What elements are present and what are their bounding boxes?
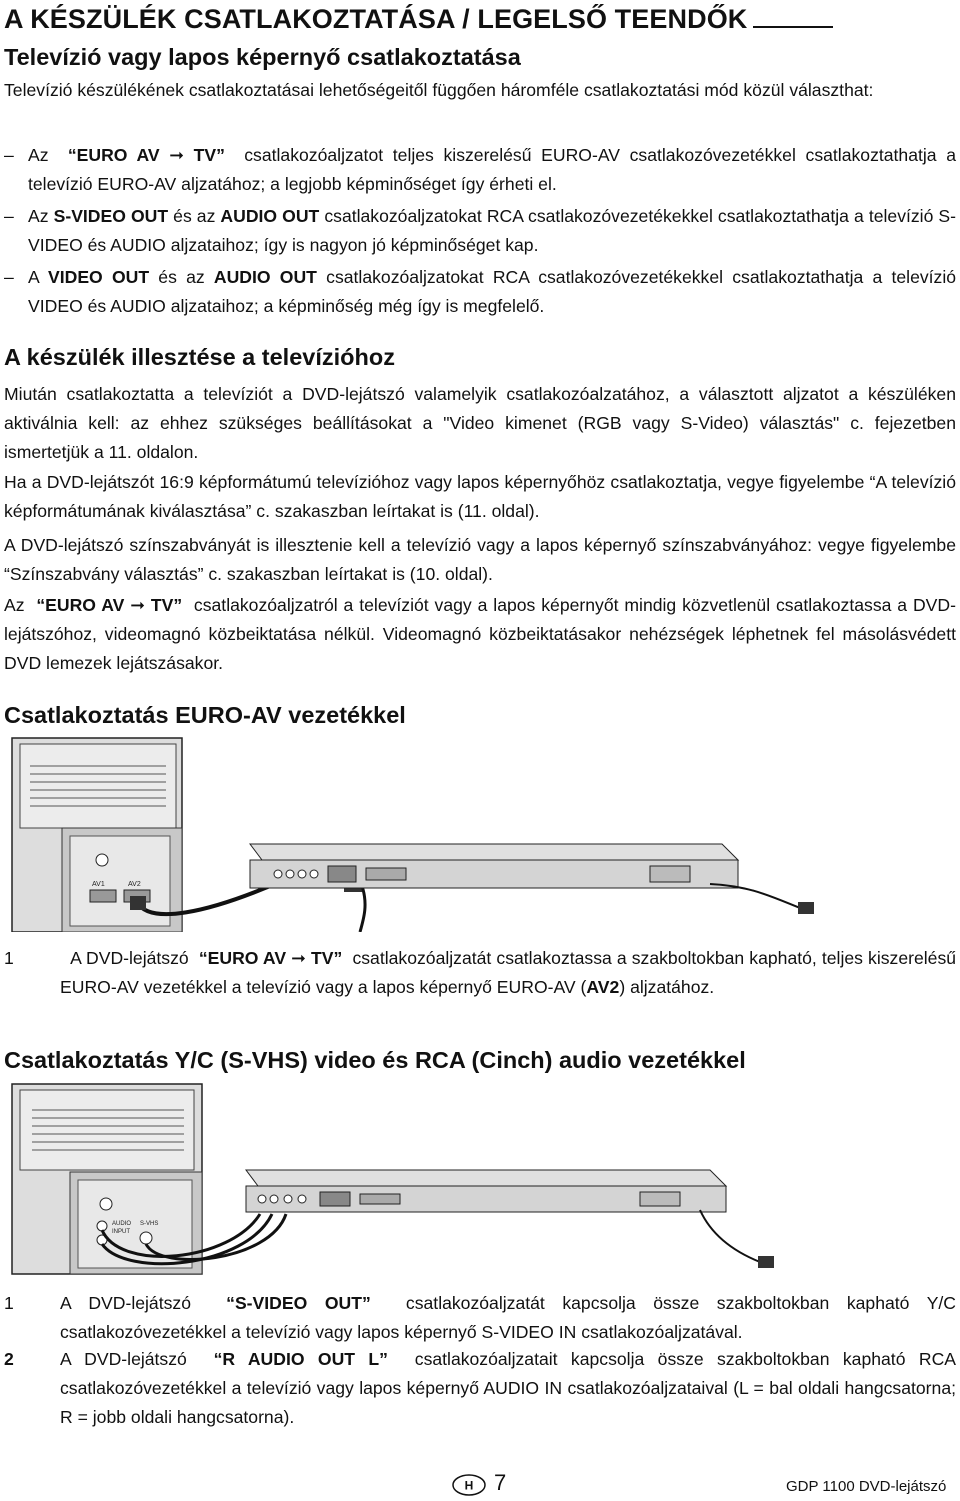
product-name: GDP 1100 DVD-lejátszó [786, 1478, 947, 1495]
page-number: 7 [494, 1470, 507, 1495]
paragraph-color-standard: A DVD-lejátszó színszabványát is illesztenie kell a televízió vagy a lapos képernyő színszabványához: vegye figyelembe “Színszabvány választás” c. szakaszban leírtakat is (10. oldal). [4, 535, 956, 584]
tv-svhs-label: S-VHS [140, 1221, 159, 1227]
main-heading: A KÉSZÜLÉK CSATLAKOZTATÁSA / LEGELSŐ TEENDŐK [4, 4, 833, 35]
euro-av-connection-diagram [8, 736, 960, 932]
tv-input-label: INPUT [112, 1229, 130, 1235]
paragraph-16-9: Ha a DVD-lejátszót 16:9 képformátumú televízióhoz vagy lapos képernyőhöz csatlakoztatja, vegye figyelembe “A televízió képformátumának kiválasztása” c. szakaszban leírtakat is (11. oldal). [4, 472, 956, 521]
option-euro-av: Az “EURO AV ➞ TV” csatlakozóaljzatot teljes kiszerelésű EURO-AV csatlakozóvezetékkel csatlakoztathatja a televízió EURO-AV aljzatához; a legjobb képminőséget így érheti el. [28, 145, 957, 194]
euro-av-heading: Csatlakoztatás EURO-AV vezetékkel [4, 702, 406, 728]
fit-heading: A készülék illesztése a televízióhoz [4, 344, 395, 370]
step-number: 1 [4, 1293, 14, 1313]
tv-logo-icon [96, 854, 108, 866]
step-number: 2 [4, 1349, 14, 1369]
heading-rule [753, 6, 833, 28]
paragraph-direct-connection: Az “EURO AV ➞ TV” csatlakozóaljzatról a televíziót vagy a lapos képernyőt mindig közvetlenül csatlakoztassa a DVD-lejátszóhoz, videomagnó közbeiktatása nélkül. Videomagnó közbeiktatásakor nehézségek léphetnek fel másolásvédett DVD lemezek lejátszásakor. [4, 595, 956, 673]
yc-heading: Csatlakoztatás Y/C (S-VHS) video és RCA (Cinch) audio vezetékkel [4, 1047, 746, 1073]
paragraph-activate: Miután csatlakoztatta a televíziót a DVD-lejátszó valamelyik csatlakozóalzatához, a választott aljzatot a készüléken aktiválnia kell: az ehhez szükséges beállításokat a "Video kimenet (RGB vagy S-Video) választás" c. fejezetben ismertetjük a 11. oldalon. [4, 384, 956, 462]
step-s-video: A DVD-lejátszó “S-VIDEO OUT” csatlakozóaljzatát kapcsolja össze szakboltokban kapható Y/C csatlakozóvezetékkel a televízió vagy lapos képernyő S-VIDEO IN csatlakozóaljzatával. [60, 1293, 957, 1342]
svg-text:H: H [464, 1478, 474, 1493]
yc-rca-connection-diagram [8, 1082, 960, 1278]
tv-av2-label: AV2 [128, 881, 141, 888]
tv-av1-label: AV1 [92, 881, 105, 888]
option-video: A VIDEO OUT és az AUDIO OUT csatlakozóaljzatokat RCA csatlakozóvezetékekkel csatlakoztathatja a televízió VIDEO és AUDIO aljzataihoz; a képminőség még így is megfelelő. [28, 267, 957, 316]
intro-paragraph: Televízió készülékének csatlakoztatásai lehetőségeitől függően háromféle csatlakoztatási mód közül választhat: [4, 80, 874, 100]
list-dash: – [4, 206, 14, 226]
list-dash: – [4, 267, 14, 287]
option-s-video: Az S-VIDEO OUT és az AUDIO OUT csatlakozóaljzatokat RCA csatlakozóvezetékekkel csatlakoztathatja a televízió S-VIDEO és AUDIO aljzataihoz; így is nagyon jó képminőséget kap. [28, 206, 957, 255]
tv-audio-label: AUDIO [112, 1221, 132, 1227]
tv-connection-heading: Televízió vagy lapos képernyő csatlakoztatása [4, 44, 521, 70]
list-dash: – [4, 145, 14, 165]
step-rca-audio: A DVD-lejátszó “R AUDIO OUT L” csatlakozóaljzatait kapcsolja össze szakboltokban kapható RCA csatlakozóvezetékkel a televízió vagy lapos képernyő AUDIO IN csatlakozóaljzataival (L = bal oldali hangcsatorna; R = jobb oldali hangcsatorna). [60, 1349, 957, 1427]
step-euro-av: A DVD-lejátszó “EURO AV ➞ TV” csatlakozóaljzatát csatlakoztassa a szakboltokban kapható, teljes kiszerelésű EURO-AV vezetékkel a televízió vagy a lapos képernyő EURO-AV (AV2) aljzatához. [60, 948, 957, 997]
language-hu-icon [452, 1474, 486, 1496]
tv-logo-icon [100, 1198, 112, 1210]
step-number: 1 [4, 948, 14, 968]
